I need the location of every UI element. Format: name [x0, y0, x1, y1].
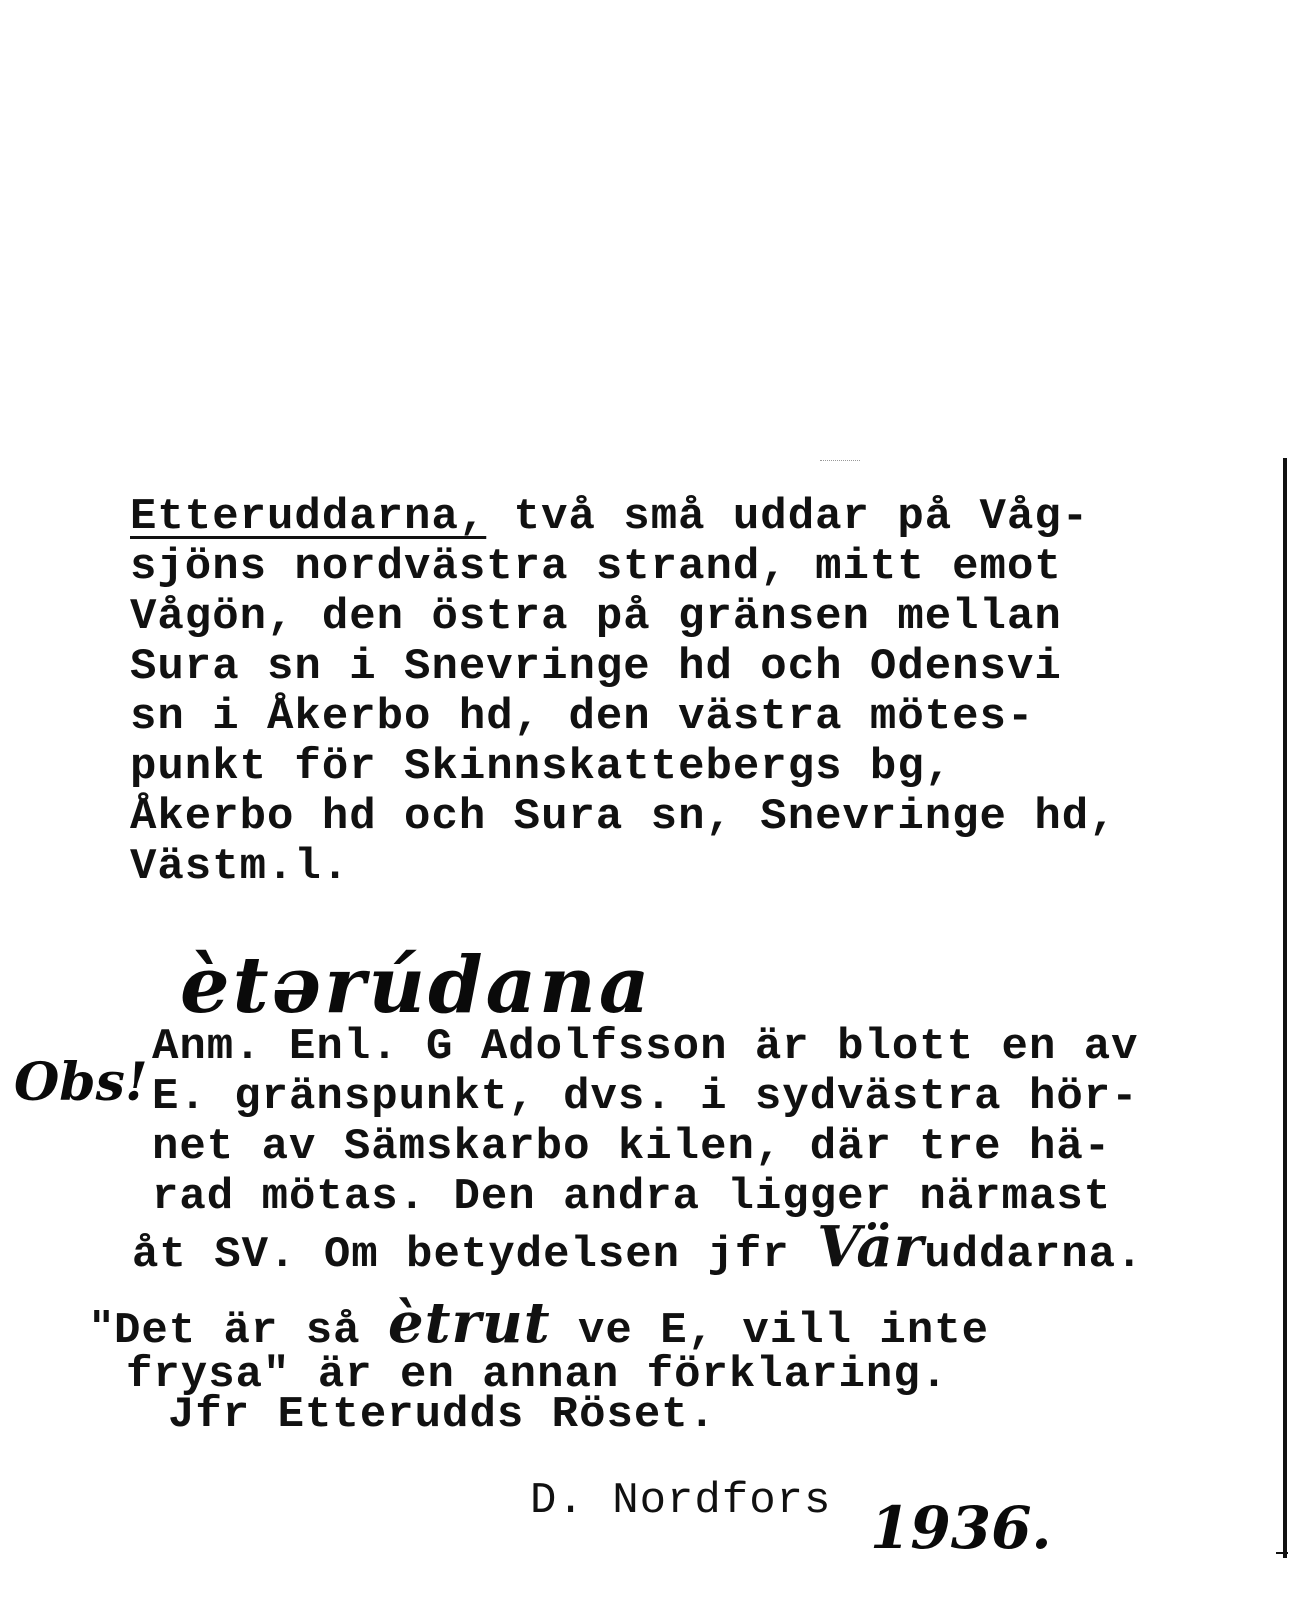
- description-text: två små uddar på Våg-: [486, 492, 1090, 542]
- card-edge: [1283, 458, 1287, 1558]
- description-line-7: Åkerbo hd och Sura sn, Snevringe hd,: [130, 792, 1117, 842]
- quote-text-start: Det är så: [113, 1306, 388, 1356]
- description-line-4: Sura sn i Snevringe hd och Odensvi: [130, 642, 1062, 692]
- annotation-line-1: Anm. Enl. G Adolfsson är blott en av: [152, 1022, 1139, 1072]
- reference-line: Jfr Etterudds Röset.: [168, 1390, 717, 1440]
- quote-line-2: frysa" är en annan förklaring.: [126, 1350, 949, 1400]
- year: 1936.: [870, 1494, 1052, 1562]
- dotted-mark: [820, 460, 860, 461]
- handwritten-correction: Vär: [817, 1214, 925, 1280]
- phonetic-transcription: ètərúdana: [180, 940, 653, 1031]
- annotation-line-5: [132, 1214, 1144, 1280]
- annotation-text: åt SV. Om betydelsen jfr: [132, 1230, 818, 1280]
- author: D. Nordfors: [530, 1476, 832, 1526]
- quote-handwritten-word: ètrut: [387, 1290, 551, 1356]
- quote-open-mark: ": [90, 1302, 114, 1353]
- annotation-line-4: rad mötas. Den andra ligger närmast: [152, 1172, 1112, 1222]
- description-line-2: sjöns nordvästra strand, mitt emot: [130, 542, 1062, 592]
- description-line-3: Vågön, den östra på gränsen mellan: [130, 592, 1062, 642]
- description-line-8: Västm.l.: [130, 842, 350, 892]
- description-line-6: punkt för Skinnskattebergs bg,: [130, 742, 953, 792]
- quote-line-1: [90, 1290, 990, 1356]
- description-line-1: [130, 492, 1089, 542]
- headword: Etteruddarna,: [130, 492, 487, 542]
- quote-text-end: ve E, vill inte: [550, 1306, 990, 1356]
- annotation-line-3: net av Sämskarbo kilen, där tre hä-: [152, 1122, 1112, 1172]
- margin-note: Obs!: [14, 1052, 148, 1113]
- annotation-line-2: E. gränspunkt, dvs. i sydvästra hör-: [152, 1072, 1139, 1122]
- description-line-5: sn i Åkerbo hd, den västra mötes-: [130, 692, 1035, 742]
- card-edge-bottom: [1276, 1552, 1288, 1554]
- annotation-tail: uddarna.: [924, 1230, 1144, 1280]
